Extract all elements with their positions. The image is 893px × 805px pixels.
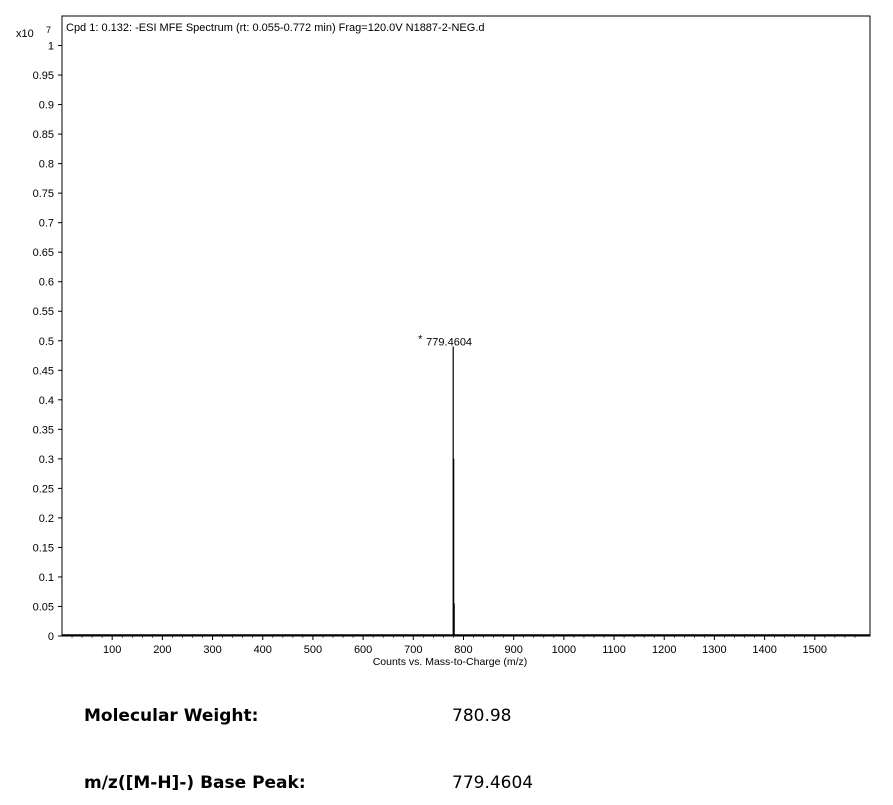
y-tick-label: 0.2 [38,512,54,525]
y-tick-label: 0.7 [38,217,54,230]
spectrum-peaks [233,334,675,636]
x-tick-label: 400 [253,644,272,656]
y-tick-label: 0.5 [38,335,54,348]
x-tick-label: 1000 [551,644,577,656]
x-tick-label: 1100 [602,644,626,656]
x-tick-label: 1400 [752,644,777,656]
y-tick-label: 0.6 [38,276,54,289]
base-peak-value: 779.4604 [452,773,534,793]
x-tick-label: 800 [454,644,473,656]
peak-marker: * [418,333,423,346]
y-tick-label: 0.8 [38,158,54,171]
x-tick-label: 500 [303,644,323,656]
y-tick-label: 0.25 [32,483,54,496]
y-tick-label: 0.05 [32,601,54,614]
x-axis-label: Counts vs. Mass-to-Charge (m/z) [372,656,528,668]
x-axis [62,635,870,656]
molecular-weight-label: Molecular Weight: [84,706,259,726]
peak-label: 779.4604 [426,336,473,349]
y-tick-label: 0.4 [38,394,54,407]
molecular-weight-value: 780.98 [452,706,512,726]
y-multiplier-exponent: 7 [46,25,52,35]
plot-frame [62,16,870,636]
y-tick-label: 0.85 [32,129,54,142]
x-tick-label: 1500 [802,644,828,656]
y-tick-label: 0.15 [32,542,54,555]
x-tick-label: 100 [103,644,122,656]
x-tick-label: 700 [404,644,423,656]
y-tick-label: 0.45 [32,365,54,378]
base-peak-label: m/z([M-H]-) Base Peak: [84,773,306,793]
x-tick-label: 900 [504,644,523,656]
y-tick-label: 0.65 [32,247,54,260]
y-tick-label: 0 [47,631,54,643]
chart-title: Cpd 1: 0.132: -ESI MFE Spectrum (rt: 0.055-0.772 min) Frag=120.0V N1887-2-NEG.d [66,22,485,34]
x-tick-label: 1200 [651,644,677,656]
y-tick-label: 0.55 [32,306,54,319]
y-axis [33,41,62,643]
y-tick-label: 0.3 [38,453,54,466]
y-tick-label: 0.95 [32,70,54,83]
y-tick-label: 0.75 [32,188,54,201]
y-multiplier-label: x10 [16,28,34,40]
y-tick-label: 1 [47,40,54,53]
x-tick-label: 200 [153,644,172,656]
x-tick-label: 1300 [702,644,727,656]
x-tick-label: 600 [353,644,373,656]
y-tick-label: 0.35 [32,424,54,437]
y-tick-label: 0.9 [38,99,54,112]
x-tick-label: 300 [203,644,222,656]
y-tick-label: 0.1 [38,571,54,584]
